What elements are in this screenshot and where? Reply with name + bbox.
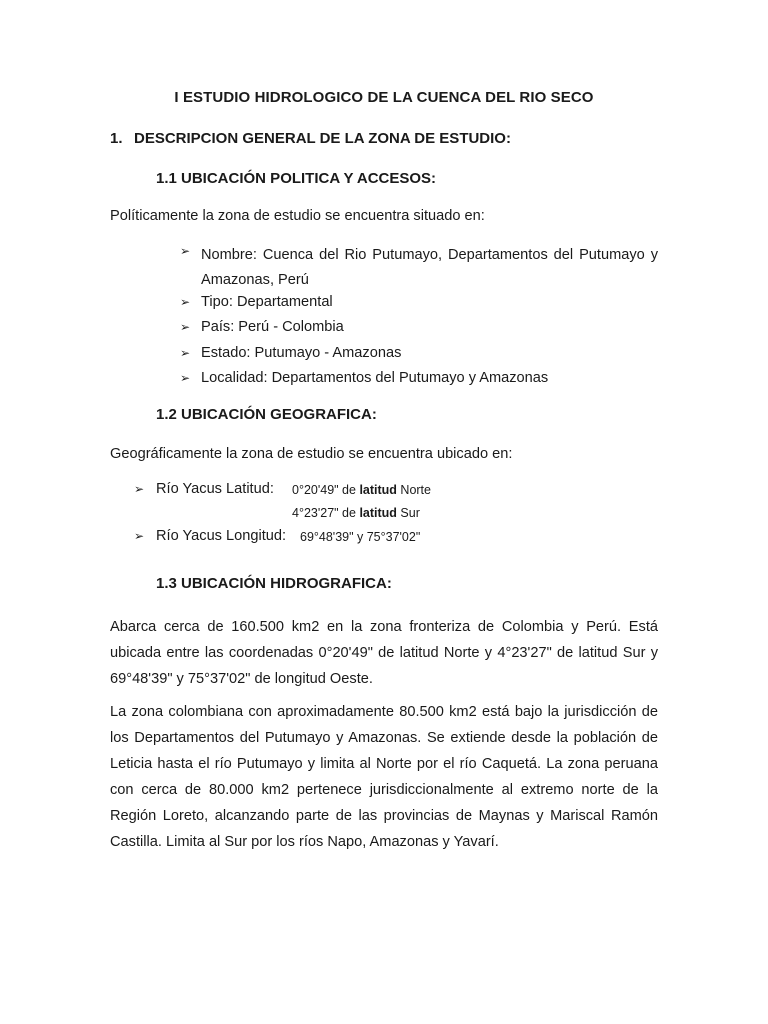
arrow-bullet-icon: ➢ <box>134 482 145 496</box>
longitude-value: 69°48'39" y 75°37'02" <box>300 530 421 544</box>
document-title: I ESTUDIO HIDROLOGICO DE LA CUENCA DEL RIO SECO <box>174 89 594 106</box>
arrow-bullet-icon: ➢ <box>180 320 191 334</box>
list-item-text: Tipo: Departamental <box>201 294 333 310</box>
arrow-bullet-icon: ➢ <box>180 371 191 385</box>
arrow-bullet-icon: ➢ <box>180 244 191 258</box>
latitude-label: Río Yacus Latitud: <box>156 481 274 497</box>
subsection-1-2-heading: 1.2 UBICACIÓN GEOGRAFICA: <box>156 406 377 423</box>
list-item-text: Localidad: Departamentos del Putumayo y Amazonas <box>201 370 549 386</box>
arrow-bullet-icon: ➢ <box>134 529 145 543</box>
paragraph: La zona colombiana con aproximadamente 80.500 km2 está bajo la jurisdicción de los Departamentos del Putumayo y Amazonas. Se extiende desde la población de Leticia hasta el río Putumayo y limita al Norte por el río Caquetá. La zona peruana con cerca de 80.000 km2 pertenece jurisdiccionalmente al extremo norte de la Región Loreto, alcanzando parte de las provincias de Maynas y Mariscal Ramón Castilla. Limita al Sur por los ríos Napo, Amazonas y Yavarí. <box>110 704 658 850</box>
arrow-bullet-icon: ➢ <box>180 295 191 309</box>
paragraph: Abarca cerca de 160.500 km2 en la zona fronteriza de Colombia y Perú. Está ubicada entre las coordenadas 0°20'49" de latitud Norte y 4°23'27" de latitud Sur y 69°48'39" y 75°37'02" de longitud Oeste. <box>110 619 658 687</box>
subsection-1-2-intro: Geográficamente la zona de estudio se encuentra ubicado en: <box>110 446 513 462</box>
subsection-1-3-heading: 1.3 UBICACIÓN HIDROGRAFICA: <box>156 575 392 592</box>
list-item-text: País: Perú - Colombia <box>201 319 344 335</box>
section-1-title: DESCRIPCION GENERAL DE LA ZONA DE ESTUDIO: <box>134 130 511 147</box>
document-page: I ESTUDIO HIDROLOGICO DE LA CUENCA DEL RIO SECO 1. DESCRIPCION GENERAL DE LA ZONA DE ESTUDIO: 1.1 UBICACIÓN POLITICA Y ACCESOS: Políticamente la zona de estudio se encuentra situado en: ➢ Nombre: Cuenca del Rio Putumayo, Departamentos del Putumayo y Amazonas, Perú ➢ Tipo: Departamental ➢ País: Perú - Colombia ➢ Estado: Putumayo - Amazonas ➢ Localidad: Departamentos del Putumayo y Amazonas 1.2 UBICACIÓN GEOGRAFICA: Geográficamente la zona de estudio se encuentra ubicado en: ➢ Río Yacus Latitud: 0°20'49" de latitud Norte 4°23'27" de latitud Sur ➢ Río Yacus Longitud: 69°48'39" y 75°37'02" 1.3 UBICACIÓN HIDROGRAFICA: Abarca cerca de 160.500 km2 en la zona fronteriza de Colombia y Perú. Está ubicada entre las coordenadas 0°20'49" de latitud Norte y 4°23'27" de latitud Sur y 69°48'39" y 75°37'02" de longitud Oeste. La zona colombiana con aproximadamente 80.500 km2 está bajo la jurisdicción de los Departamentos del Putumayo y Amazonas. Se extiende desde la población de Leticia hasta el río Putumayo y limita al Norte por el río Caquetá. La zona peruana con cerca de 80.000 km2 pertenece jurisdiccionalmente al extremo norte de la Región Loreto, alcanzando parte de las provincias de Maynas y Mariscal Ramón Castilla. Limita al Sur por los ríos Napo, Amazonas y Yavarí. <box>0 0 768 1024</box>
latitude-value-north: 0°20'49" de latitud Norte <box>292 483 431 497</box>
section-1-number: 1. <box>110 130 123 147</box>
subsection-1-1-heading: 1.1 UBICACIÓN POLITICA Y ACCESOS: <box>156 170 437 187</box>
subsection-1-1-intro: Políticamente la zona de estudio se encuentra situado en: <box>110 208 485 224</box>
arrow-bullet-icon: ➢ <box>180 346 191 360</box>
section-1-heading <box>110 130 511 147</box>
longitude-label: Río Yacus Longitud: <box>156 528 287 544</box>
list-item-text: Nombre: Cuenca del Rio Putumayo, Departamentos del Putumayo y Amazonas, Perú <box>201 247 658 288</box>
list-item-text: Estado: Putumayo - Amazonas <box>201 345 402 361</box>
